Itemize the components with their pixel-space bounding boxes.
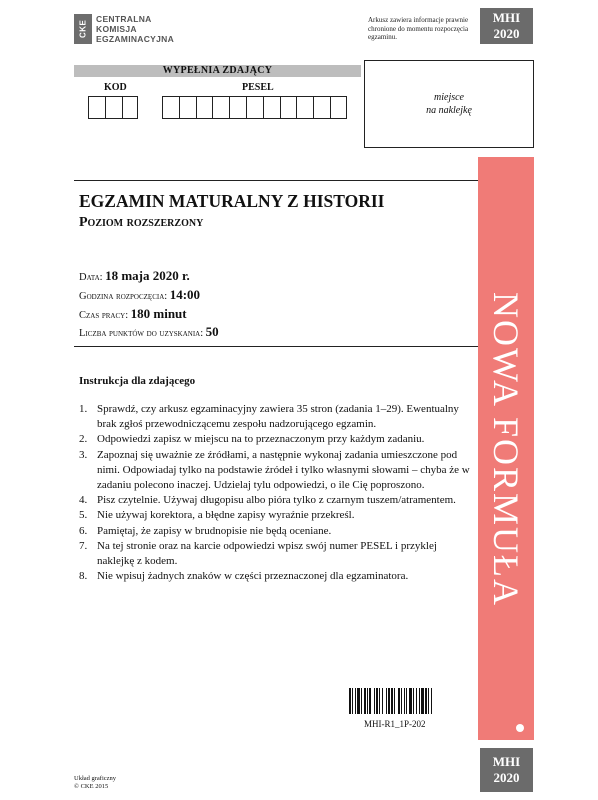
list-item: 4. Pisz czytelnie. Używaj długopisu albo pióra tylko z czarnym tuszem/atramentem.: [79, 494, 456, 507]
pesel-box-7[interactable]: [263, 96, 280, 119]
pesel-box-5[interactable]: [229, 96, 246, 119]
sheet-code: MHI-R1_1P-202: [364, 719, 426, 729]
list-item: 3. Zapoznaj się uważnie ze źródłami, a następnie wykonaj zadania umieszczone pod nimi. Odpowiadaj tylko na podstawie źródeł i tylko własnymi słowami – chyba że w zadaniu polecono inaczej. Udzielaj tylu odpowiedzi, o ile Cię poproszono.: [79, 448, 470, 492]
barcode-icon: [349, 688, 461, 714]
list-item: 6. Pamiętaj, że zapisy w brudnopisie nie będą oceniane.: [79, 524, 332, 537]
pesel-box-9[interactable]: [296, 96, 313, 119]
band-dot: [516, 724, 524, 732]
exam-title: EGZAMIN MATURALNY Z HISTORII: [79, 191, 385, 211]
pesel-boxes[interactable]: [162, 96, 347, 119]
list-item: 1. Sprawdź, czy arkusz egzaminacyjny zawiera 35 stron (zadania 1–29). Ewentualny brak zgłoś przewodniczącemu zespołu nadzorującego egzamin.: [79, 403, 459, 431]
exam-badge-bottom: [480, 748, 533, 792]
cke-logo: [74, 14, 174, 44]
footer-line-2: © CKE 2015: [74, 783, 109, 790]
kod-box-2[interactable]: [105, 96, 122, 119]
pesel-label: PESEL: [242, 82, 274, 93]
sticker-area: [364, 60, 534, 148]
list-item: 7. Na tej stronie oraz na karcie odpowiedzi wpisz swój numer PESEL i przyklej naklejkę z kodem.: [79, 539, 437, 568]
pesel-box-6[interactable]: [246, 96, 263, 119]
kod-boxes[interactable]: [88, 96, 138, 119]
pesel-box-8[interactable]: [280, 96, 297, 119]
exam-date: [79, 268, 190, 284]
instructions-list: [79, 402, 474, 584]
logo-line-2: KOMISJA: [96, 24, 137, 34]
badge-year: 2020: [493, 26, 520, 41]
duration-label: Czas pracy:: [79, 310, 129, 321]
student-fill-header: WYPEŁNIA ZDAJĄCY: [74, 65, 361, 77]
divider-top: [74, 180, 478, 181]
divider-bottom: [74, 346, 478, 347]
pesel-box-4[interactable]: [212, 96, 229, 119]
logo-line-1: CENTRALNA: [96, 14, 152, 24]
exam-start: [79, 287, 200, 303]
kod-label: KOD: [104, 82, 127, 93]
confidential-note: Arkusz zawiera informacje prawnie chronione do momentu rozpoczęcia egzaminu.: [368, 16, 469, 41]
sticker-line-1: miejsce: [434, 92, 464, 103]
cke-logo-mark: CKE: [74, 14, 92, 44]
cke-logo-text: [96, 14, 174, 44]
duration-value: 180 minut: [130, 306, 187, 321]
list-item: 5. Nie używaj korektora, a błędne zapisy wyraźnie przekreśl.: [79, 509, 355, 522]
footer: [74, 775, 116, 791]
list-item: 2. Odpowiedzi zapisz w miejscu na to przeznaczonym przy każdym zadaniu.: [79, 433, 425, 446]
start-label: Godzina rozpoczęcia:: [79, 291, 168, 302]
logo-line-3: EGZAMINACYJNA: [96, 34, 175, 44]
kod-box-3[interactable]: [122, 96, 139, 119]
pesel-box-11[interactable]: [330, 96, 347, 119]
sticker-line-2: na naklejkę: [426, 105, 472, 116]
start-value: 14:00: [169, 287, 201, 302]
list-item: 8. Nie wpisuj żadnych znaków w części przeznaczonej dla egzaminatora.: [79, 570, 409, 583]
pesel-box-1[interactable]: [162, 96, 179, 119]
pesel-box-2[interactable]: [179, 96, 196, 119]
badge-subject: MHI: [492, 10, 521, 25]
exam-points: [79, 324, 219, 340]
nowa-formula-text: NOWA FORMUŁA: [486, 292, 526, 608]
points-value: 50: [205, 324, 219, 339]
exam-duration: [79, 306, 187, 322]
kod-box-1[interactable]: [88, 96, 105, 119]
exam-badge-top: [480, 8, 533, 44]
footer-line-1: Układ graficzny: [74, 775, 117, 782]
badge-subject: MHI: [492, 754, 521, 769]
date-label: Data:: [79, 272, 103, 283]
badge-year: 2020: [493, 770, 520, 785]
date-value: 18 maja 2020 r.: [105, 268, 190, 283]
pesel-box-10[interactable]: [313, 96, 330, 119]
points-label: Liczba punktów do uzyskania:: [79, 328, 204, 339]
exam-level: Poziom rozszerzony: [79, 215, 204, 230]
pesel-box-3[interactable]: [196, 96, 213, 119]
instructions-heading: Instrukcja dla zdającego: [79, 375, 196, 387]
